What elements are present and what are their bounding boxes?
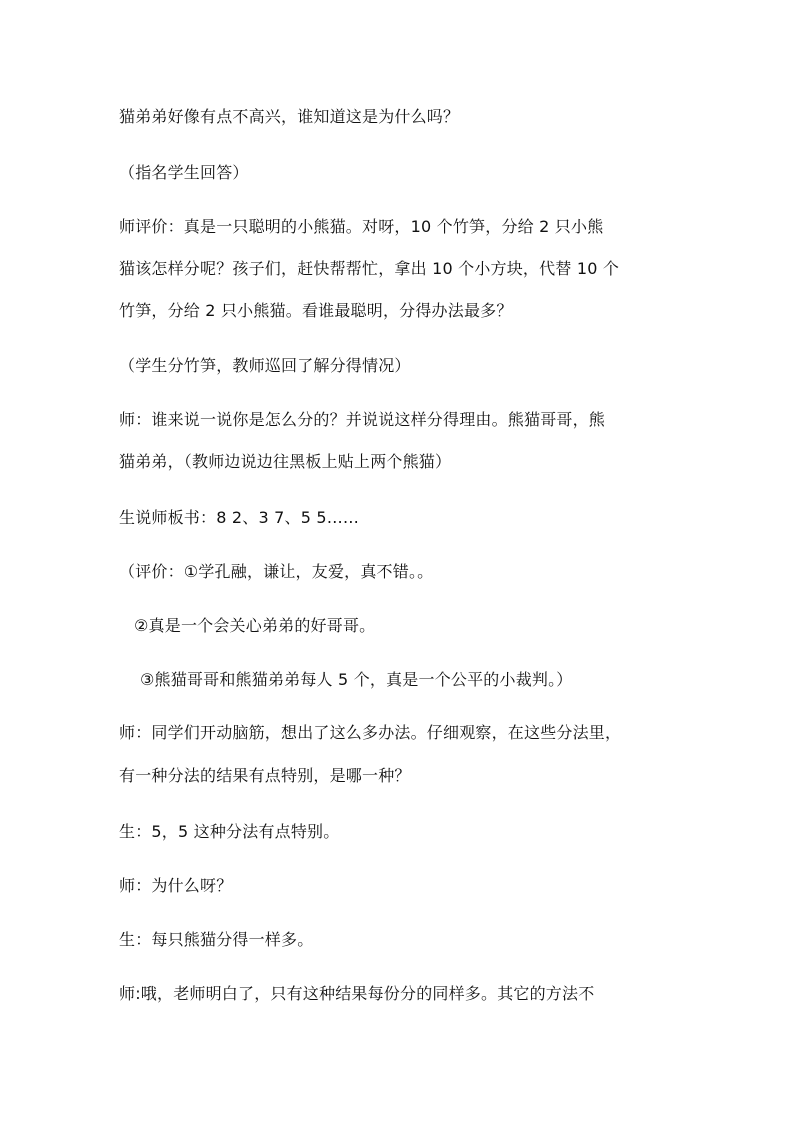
text-line-15: 生：5，5 这种分法有点特别。: [119, 822, 340, 841]
text-line-11: ②真是一个会关心弟弟的好哥哥。: [134, 616, 376, 635]
text-line-12: ③熊猫哥哥和熊猫弟弟每人 5 个，真是一个公平的小裁判。）: [140, 670, 573, 689]
text-line-3: 师评价：真是一只聪明的小熊猫。对呀，10 个竹笋，分给 2 只小熊: [119, 217, 604, 236]
text-line-16: 师：为什么呀？: [119, 876, 233, 895]
text-line-1: 猫弟弟好像有点不高兴，谁知道这是为什么吗？: [119, 107, 460, 126]
text-line-18: 师:哦，老师明白了，只有这种结果每份分的同样多。其它的方法不: [119, 984, 595, 1003]
text-line-14: 有一种分法的结果有点特别，是哪一种？: [119, 766, 411, 785]
text-line-5: 竹笋，分给 2 只小熊猫。看谁最聪明，分得办法最多？: [119, 301, 513, 320]
text-line-7: 师：谁来说一说你是怎么分的？并说说这样分得理由。熊猫哥哥，熊: [119, 410, 606, 429]
text-line-6: （学生分竹笋，教师巡回了解分得情况）: [119, 356, 411, 375]
text-line-4: 猫该怎样分呢？孩子们，赶快帮帮忙，拿出 10 个小方块，代替 10 个: [119, 259, 620, 278]
text-line-8: 猫弟弟，（教师边说边往黑板上贴上两个熊猫）: [119, 452, 452, 471]
text-line-10: （评价：①学孔融，谦让，友爱，真不错。。: [119, 562, 434, 581]
text-line-2: （指名学生回答）: [119, 163, 249, 182]
text-line-13: 师：同学们开动脑筋，想出了这么多办法。仔细观察，在这些分法里，: [119, 723, 622, 742]
text-line-9: 生说师板书：8 2、3 7、5 5……: [119, 508, 360, 527]
text-line-17: 生：每只熊猫分得一样多。: [119, 930, 314, 949]
